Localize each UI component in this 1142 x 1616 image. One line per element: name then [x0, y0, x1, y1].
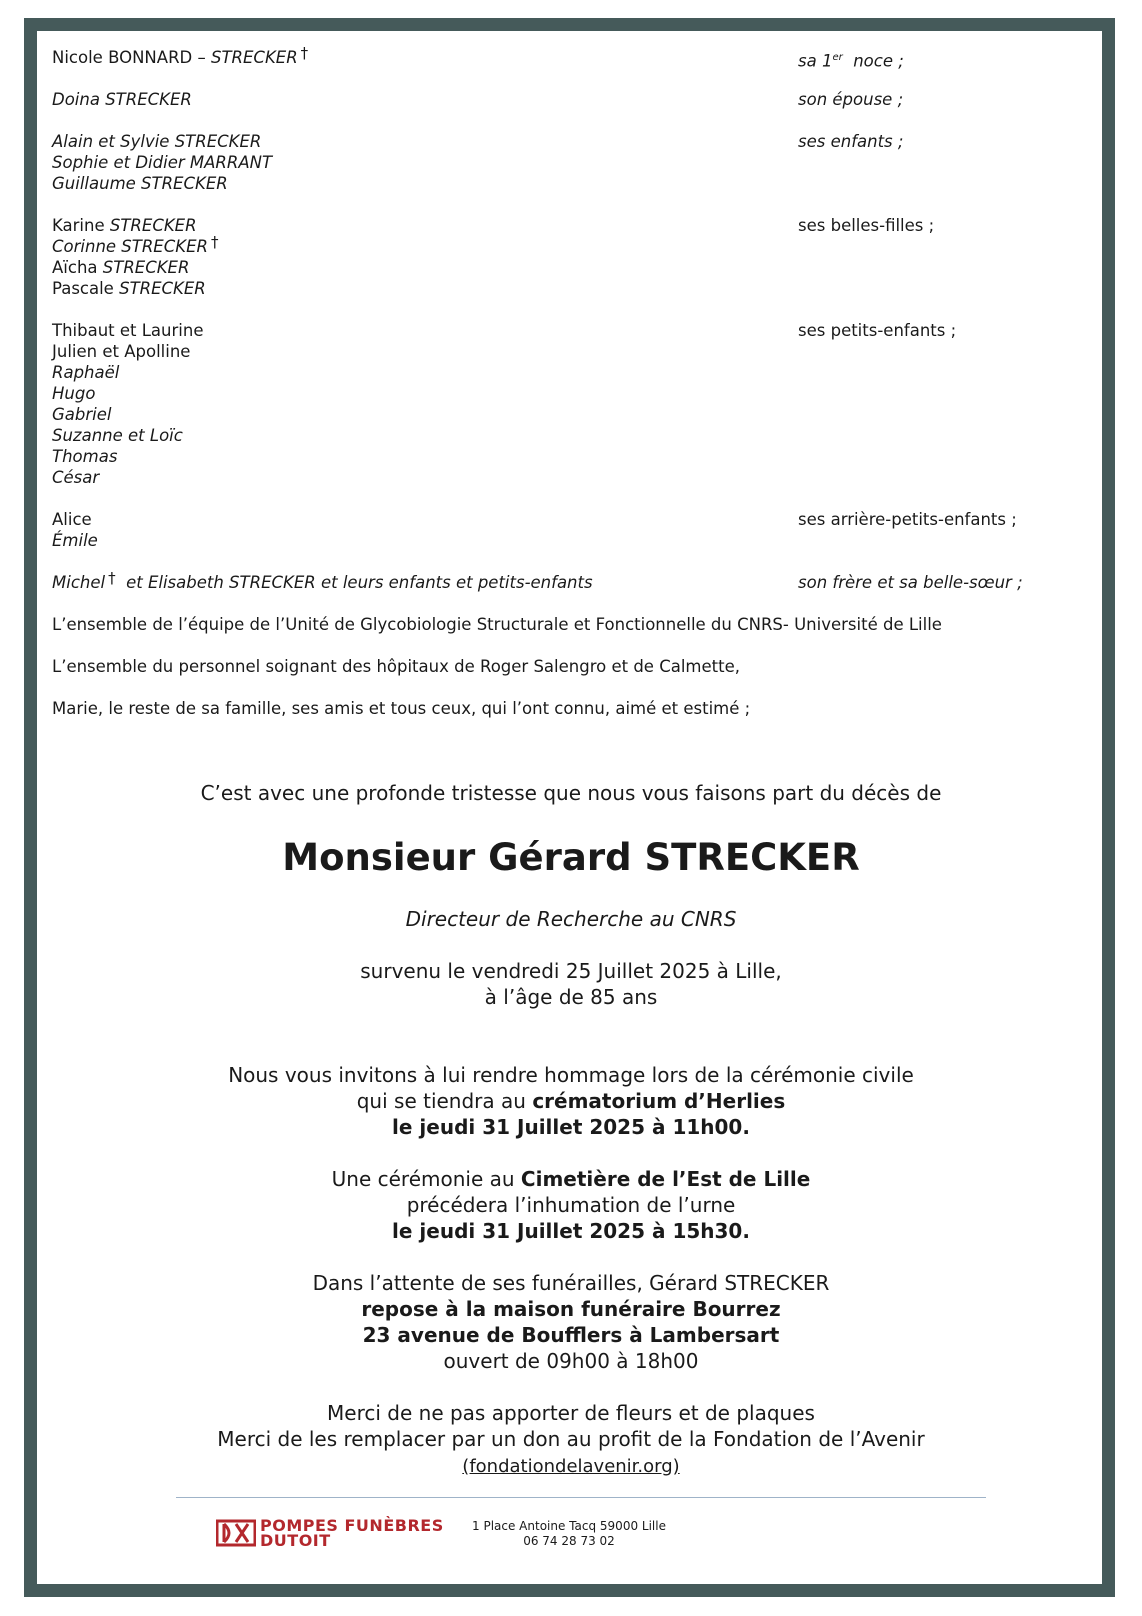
- others-line: Marie, le reste de sa famille, ses amis et tous ceux, qui l’ont connu, aimé et estimé ;: [52, 699, 751, 718]
- family-line: Karine STRECKER: [52, 216, 197, 235]
- relation-spouse: son épouse ;: [798, 90, 904, 109]
- relation-grandchildren: ses petits-enfants ;: [798, 321, 957, 340]
- donation-line: Merci de ne pas apporter de fleurs et de plaques: [327, 1401, 815, 1425]
- footer-divider: [176, 1497, 986, 1498]
- ceremony-line: qui se tiendra au crématorium d’Herlies: [356, 1089, 786, 1113]
- family-line: Guillaume STRECKER: [52, 174, 228, 193]
- logo-mark-icon: [216, 1518, 256, 1548]
- relation-daughters-in-law: ses belles-filles ;: [798, 216, 935, 235]
- relation-first-marriage: sa 1er noce ;: [798, 51, 904, 71]
- donation-link-row: [0, 1452, 1142, 1480]
- deceased-role: Directeur de Recherche au CNRS: [405, 907, 737, 931]
- intro-text: C’est avec une profonde tristesse que nous vous faisons part du décès de: [200, 781, 942, 805]
- family-line: Michel † et Elisabeth STRECKER et leurs enfants et petits-enfants: [52, 569, 593, 592]
- burial-date: le jeudi 31 Juillet 2025 à 15h30.: [392, 1219, 750, 1243]
- rest-hours: ouvert de 09h00 à 18h00: [443, 1349, 699, 1373]
- family-line: Alain et Sylvie STRECKER: [52, 132, 262, 151]
- relation-brother: son frère et sa belle-sœur ;: [798, 573, 1023, 592]
- relation-great-grandchildren: ses arrière-petits-enfants ;: [798, 510, 1017, 529]
- family-line: Pascale STRECKER: [52, 279, 206, 298]
- family-line: Aïcha STRECKER: [52, 258, 190, 277]
- family-line: Doina STRECKER: [52, 90, 192, 109]
- family-line: Gabriel: [52, 405, 112, 424]
- others-line: L’ensemble du personnel soignant des hôpitaux de Roger Salengro et de Calmette,: [52, 657, 740, 676]
- donation-line: Merci de les remplacer par un don au profit de la Fondation de l’Avenir: [217, 1427, 925, 1451]
- family-line: César: [52, 468, 100, 487]
- brand-line-2: DUTOIT: [260, 1531, 331, 1550]
- family-line: Nicole BONNARD – STRECKER †: [52, 44, 309, 67]
- phone: 06 74 28 73 02: [523, 1534, 615, 1548]
- family-line: Alice: [52, 510, 92, 529]
- rest-place: repose à la maison funéraire Bourrez: [361, 1297, 781, 1321]
- family-line: Thibaut et Laurine: [52, 321, 204, 340]
- burial-line: Une cérémonie au Cimetière de l’Est de Lille: [331, 1167, 811, 1191]
- deceased-name: Monsieur Gérard STRECKER: [282, 836, 860, 879]
- family-line: Suzanne et Loïc: [52, 426, 183, 445]
- family-line: Émile: [52, 531, 98, 550]
- donation-link[interactable]: (fondationdelavenir.org): [462, 1456, 680, 1477]
- rest-line: Dans l’attente de ses funérailles, Gérard STRECKER: [312, 1271, 830, 1295]
- family-line: Hugo: [52, 384, 96, 403]
- family-line: Raphaël: [52, 363, 120, 382]
- death-age: à l’âge de 85 ans: [484, 985, 658, 1009]
- ceremony-date: le jeudi 31 Juillet 2025 à 11h00.: [392, 1115, 750, 1139]
- family-line: Julien et Apolline: [52, 342, 191, 361]
- address: 1 Place Antoine Tacq 59000 Lille: [472, 1519, 666, 1533]
- family-line: Corinne STRECKER †: [52, 233, 219, 256]
- others-line: L’ensemble de l’équipe de l’Unité de Glycobiologie Structurale et Fonctionnelle du CNRS- Université de Lille: [52, 615, 942, 634]
- brand-line-1: POMPES FUNÈBRES: [260, 1516, 444, 1535]
- family-line: Sophie et Didier MARRANT: [52, 153, 273, 172]
- funeral-home-logo: [216, 1518, 462, 1548]
- burial-line: précédera l’inhumation de l’urne: [406, 1193, 736, 1217]
- ceremony-line: Nous vous invitons à lui rendre hommage lors de la cérémonie civile: [228, 1063, 914, 1087]
- family-line: Thomas: [52, 447, 118, 466]
- funeral-home-contact: [464, 1519, 674, 1549]
- death-date: survenu le vendredi 25 Juillet 2025 à Lille,: [360, 959, 782, 983]
- relation-children: ses enfants ;: [798, 132, 904, 151]
- rest-address: 23 avenue de Boufflers à Lambersart: [362, 1323, 780, 1347]
